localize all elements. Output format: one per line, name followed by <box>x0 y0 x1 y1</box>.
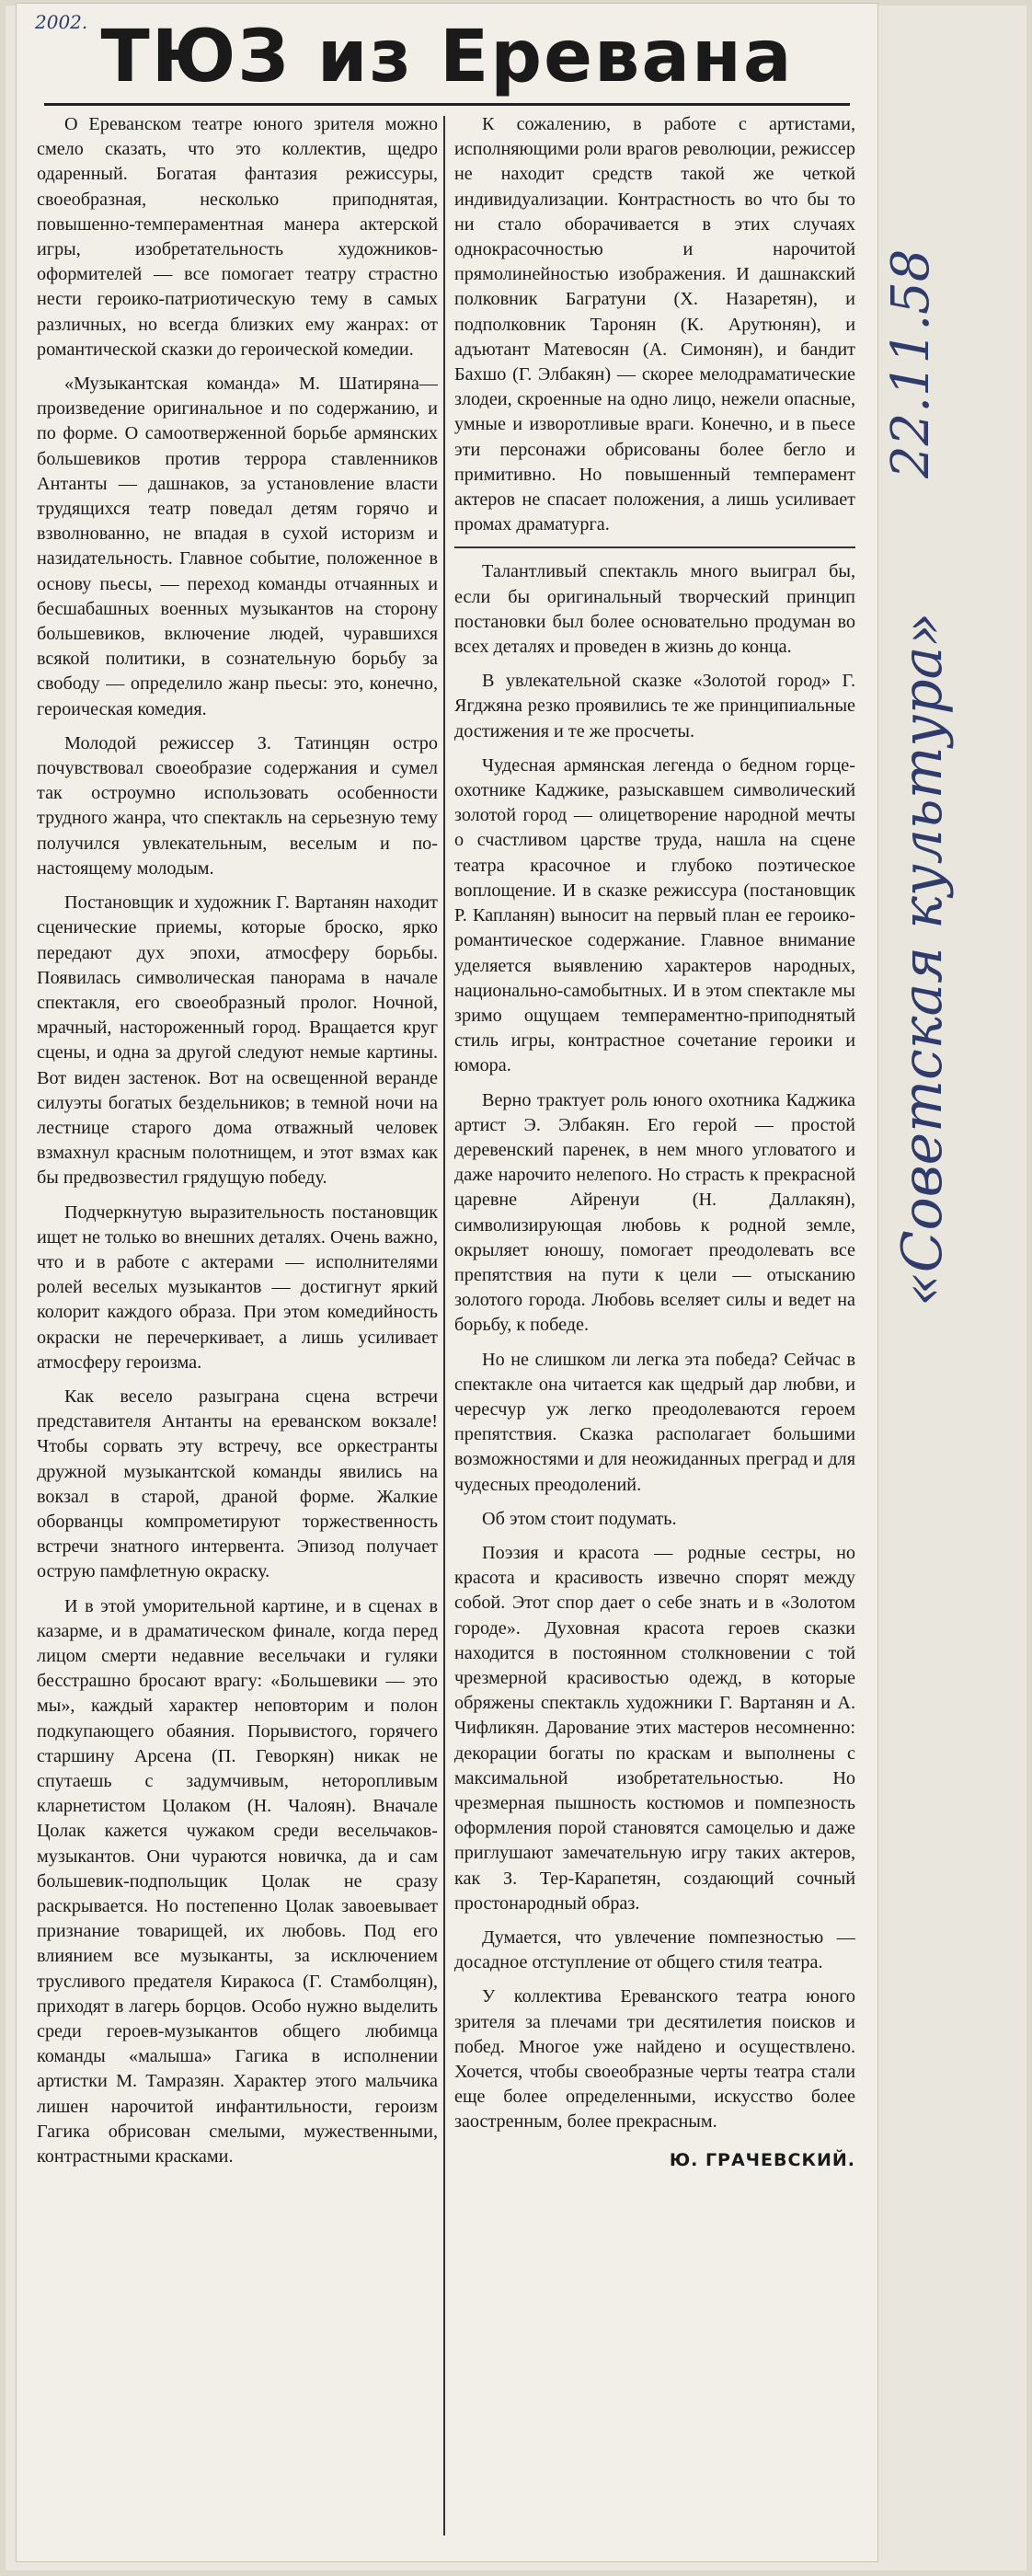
headline-rule <box>44 103 850 106</box>
paragraph: У коллектива Ереванского театра юного зрителя за плечами три десятилетия поисков и побед. Многое уже найдено и осуществлено. Хочется, чтобы своеобразные черты театра стали еще более определенными, искусство более заостренным, более прекрасным. <box>454 1986 855 2133</box>
paragraph: Подчеркнутую выразительность постановщик ищет не только во внешних деталях. Очень важно, что и в работе с актерами — исполнителями ролей веселых музыкантов — достигнут яркий колорит каждого образа. При этом комедийность окраски не перечеркивает, а лишь усиливает атмосферу героизма. <box>37 1202 438 1373</box>
paragraph: К сожалению, в работе с артистами, исполняющими роли врагов революции, режиссер не находит средств такой же четкой индивидуализации. Контрастность во что бы то ни стало оборачивается в этих случаях однокрасочностью и нарочитой прямолинейностью изображения. И дашнакский полковник Багратуни (Х. Назаретян), и подполковник Таронян (К. Арутюнян), и адъютант Матевосян (А. Симонян), и бандит Бахшо (Г. Элбакян) — скорее мелодраматические злодеи, скроенные на одно лицо, нежели опасные, умные и изворотливые враги. Конечно, и в пьесе эти персонажи обрисованы более бегло и примитивно. Но повышенный темперамент актеров не спасает положения, а лишь усиливает промах драматурга. <box>454 112 855 548</box>
paragraph: Верно трактует роль юного охотника Каджика артист Э. Элбакян. Его герой — простой деревенский паренек, в нем много угловатого и даже нарочито нелепого. Но страсть к прекрасной царевне Айренуи (Н. Даллакян), символизирующая любовь к родной земле, окрыляет юношу, помогает преодолевать все препятствия на пути к цели — отысканию золотого города. Любовь вселяет силы и ведет на борьбу, к победе. <box>454 1089 855 1336</box>
paragraph: И в этой уморительной картине, и в сценах в казарме, и в драматическом финале, когда перед лицом смерти недавние весельчаки и гуляки бесстрашно бросают врагу: «Большевики — это мы», каждый характер неповторим и полон подкупающего обаяния. Порывистого, горячего старшину Арсена (П. Геворкян) никак не спутаешь с задумчивым, неторопливым кларнетистом Цолаком (Н. Чалоян). Вначале Цолак кажется чужаком среди весельчаков-музыкантов. Они чураются новичка, да и сам большевик-подпольщик Цолак не сразу раскрывается. Но постепенно Цолак завоевывает признание товарищей, их любовь. Под его влиянием все музыканты, за исключением трусливого предателя Киракоса (Г. Стамболцян), приходят в лагерь борцов. Особо нужно выделить среди героев-музыкантов общего любимца команды «малыша» Гагика в исполнении артистки М. Тамразян. Характер этого мальчика лишен нарочитой инфантильности, героизм Гагика обрисован смелыми, мужественными, контрастными красками. <box>37 1595 438 2168</box>
paragraph: Но не слишком ли легка эта победа? Сейчас в спектакле она читается как щедрый дар любви, и чересчур уж легко преодолеваются героем препятствия. Сказка располагает большими возможностями и для неожиданных преград и для чудесных преодолений. <box>454 1349 855 1495</box>
handwritten-date: 22.11.58 <box>881 248 941 478</box>
paragraph: Молодой режиссер З. Татинцян остро почувствовал своеобразие содержания и сумел так остроумно использовать особенности трудного жанра, что спектакль на серьезную тему получился увлекательным, веселым и по-настоящему молодым. <box>37 732 438 879</box>
paragraph: Постановщик и художник Г. Вартанян находит сценические приемы, которые броско, ярко передают дух эпохи, атмосферу борьбы. Появилась символическая панорама в начале спектакля, его своеобразный пролог. Ночной, мрачный, настороженный город. Вращается круг сцены, и одна за другой следуют немые картины. Вот виден застенок. Вот на освещенной веранде силуэты богатых бездельников; в темной ночи на лестнице старого дома отважный человек взмахнул красным полотнищем, и этот взмах как бы предвозвестил грядущую победу. <box>37 892 438 1189</box>
article-column-left <box>37 112 438 2179</box>
paragraph: Думается, что увлечение помпезностью — досадное отступление от общего стиля театра. <box>454 1927 855 1973</box>
article-column-right <box>454 112 855 2173</box>
paragraph: Талантливый спектакль много выиграл бы, если бы оригинальный творческий принцип постановки был более основательно продуман во всех деталях и проведен в жизнь до конца. <box>454 561 855 658</box>
paragraph: Чудесная армянская легенда о бедном горце-охотнике Каджике, разыскавшем символический золотой город — олицетворение народной мечты о счастливом царстве труда, нашла на сцене театра красочное и глубоко поэтическое воплощение. И в сказке режиссура (постановщик Р. Капланян) выносит на первый план ее героико-романтическое содержание. Главное внимание уделяется выявлению характеров народных, национально-самобытных. И в этом спектакле мы зримо ощущаем темпераментно-приподнятый стиль игры, контрастное сочетание героики и юмора. <box>454 754 855 1076</box>
paragraph: Поэзия и красота — родные сестры, но красота и красивость извечно спорят между собой. Этот спор дает о себе знать и в «Золотом городе». Духовная красота героев сказки находится в постоянном столкновении с той чрезмерной красивостью одежд, в которые обряжены спектакль художники Г. Вартанян и А. Чифликян. Дарование этих мастеров несомненно: декорации богаты по краскам и выполнены с максимальной изобретательностью. Но чрезмерная пышность костюмов и помпезность оформления порой становятся самоцелью и даже приглушают замечательную игру таких актеров, как З. Тер-Карапетян, создающий сочный простонародный образ. <box>454 1542 855 1914</box>
archive-mark: 2002. <box>35 11 88 33</box>
author-signature: Ю. ГРАЧЕВСКИЙ. <box>669 2149 855 2170</box>
headline: ТЮЗ из Еревана <box>100 16 794 98</box>
handwritten-source-note: «Советская культура» <box>890 612 955 1306</box>
newspaper-clipping <box>17 4 877 2561</box>
paragraph: «Музыкантская команда» М. Шатиряна—произведение оригинальное и по содержанию, и по форме. О самоотверженной борьбе армянских большевиков против террора ставленников Антанты — дашнаков, за установление власти трудящихся театр поведал детям горячо и взволнованно, не впадая в сухой историзм и назидательность. Главное событие, положенное в основу пьесы, — переход команды отчаянных и бесшабашных военных музыкантов на сторону большевиков, включение людей, чуравшихся всякой политики, в сознательную борьбу за свободу — определило жанр пьесы: это, конечно, героическая комедия. <box>37 374 438 719</box>
paragraph: О Ереванском театре юного зрителя можно смело сказать, что это коллектив, щедро одаренный. Богатая фантазия режиссуры, своеобразная, несколько приподнятая, повышенно-темпераментная манера актерской игры, изобретательность художников-оформителей — все помогает театру страстно нести героико-патриотическую тему в самых различных, но всегда близких ему жанрах: от романтической сказки до героической комедии. <box>37 114 438 360</box>
paragraph: Об этом стоит подумать. <box>482 1508 677 1529</box>
column-divider <box>443 116 445 2536</box>
paragraph: В увлекательной сказке «Золотой город» Г. Ягджяна резко проявились те же принципиальные достижения и те же просчеты. <box>454 671 855 742</box>
paragraph: Как весело разыграна сцена встречи представителя Антанты на ереванском вокзале! Чтобы сорвать эту встречу, все оркестранты дружной музыкантской команды явились на вокзал в старой, драной форме. Жалкие оборванцы компрометируют торжественность встречи знатного интервента. Эпизод получает острую памфлетную окраску. <box>37 1386 438 1582</box>
